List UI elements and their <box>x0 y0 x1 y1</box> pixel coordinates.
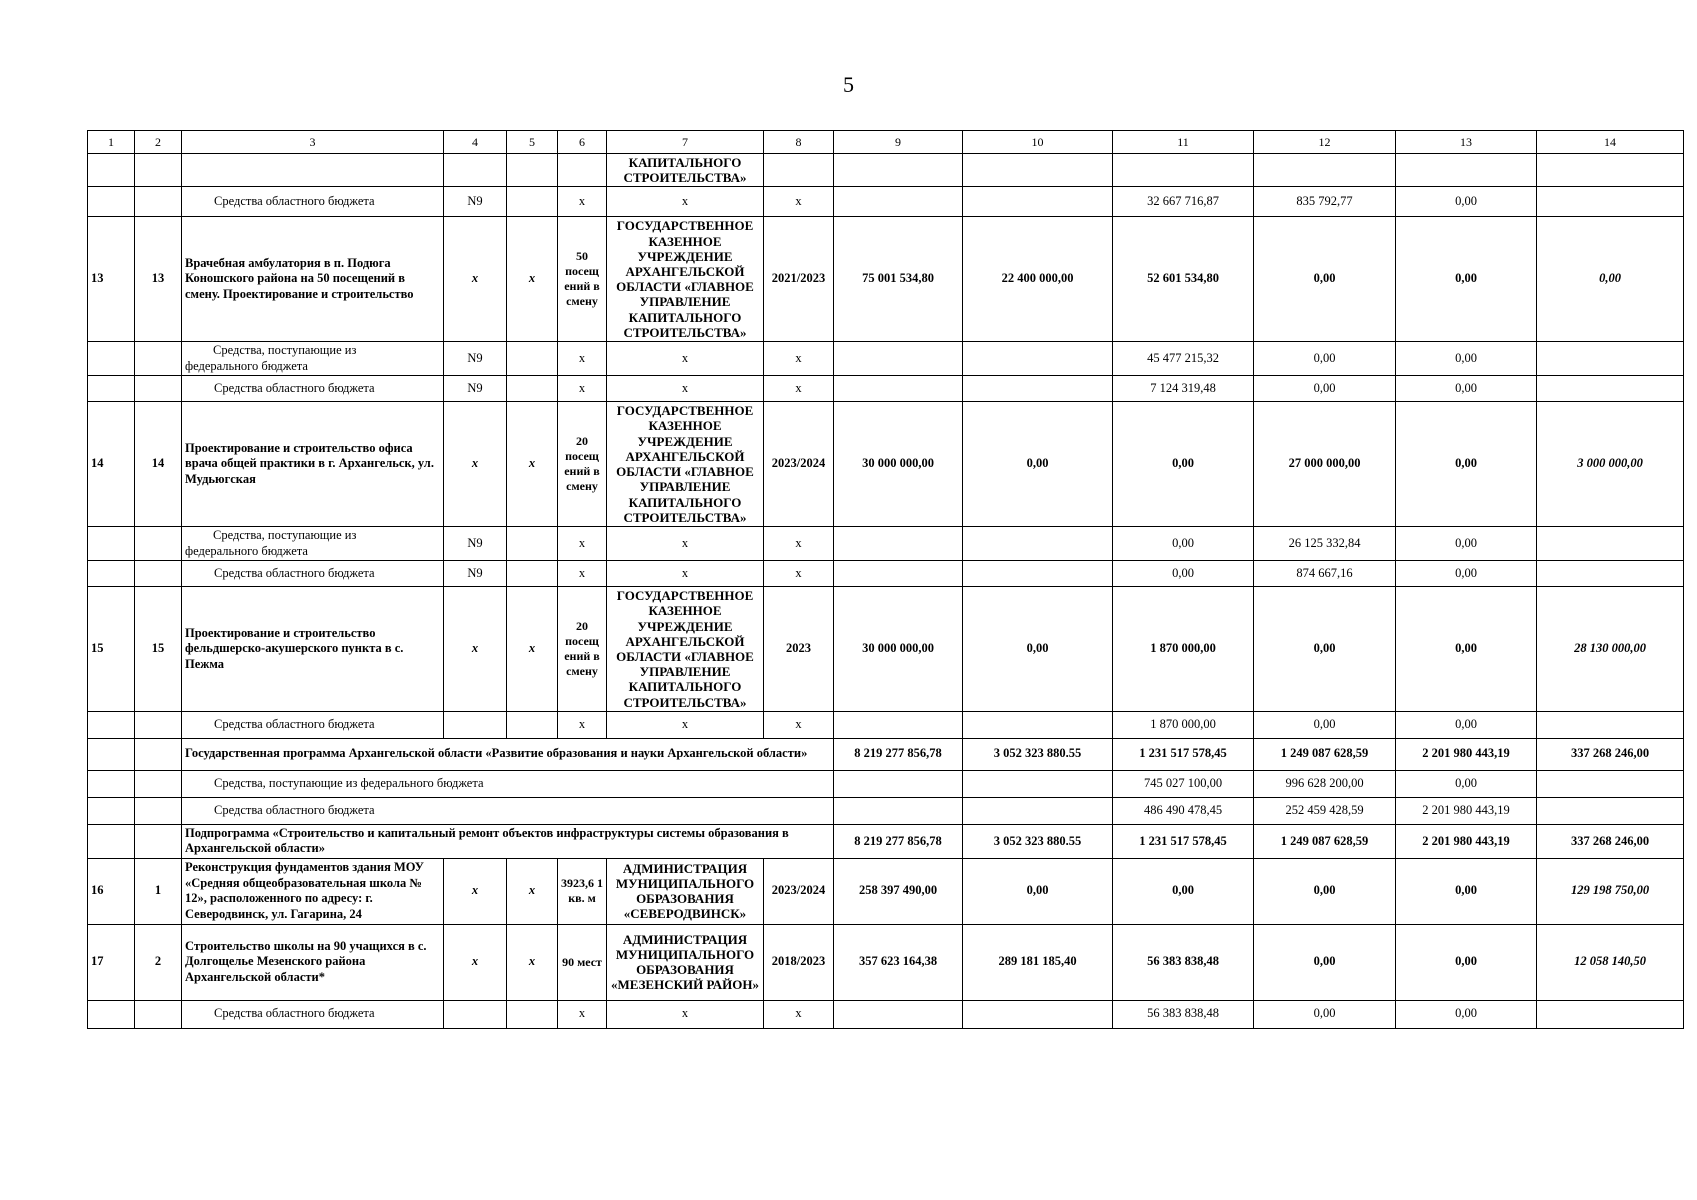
cell-amount-2023: 1 870 000,00 <box>1113 711 1254 738</box>
cell-sub-number: 1 <box>135 859 182 925</box>
cell-empty <box>88 797 135 824</box>
cell-amount-2023: 0,00 <box>1113 526 1254 560</box>
cell-empty <box>963 711 1113 738</box>
cell-amount-2025: 0,00 <box>1396 770 1537 797</box>
cell-customer: x <box>607 1000 764 1028</box>
page-number: 5 <box>843 72 854 97</box>
cell-amount-2024: 1 249 087 628,59 <box>1254 824 1396 858</box>
cell-funding-source <box>182 526 444 560</box>
column-number-13: 13 <box>1396 131 1537 154</box>
cell-empty <box>182 154 444 187</box>
cell-amount-2025: 0,00 <box>1396 402 1537 527</box>
table-row <box>88 187 1684 217</box>
cell-empty <box>834 561 963 587</box>
cell-empty <box>88 711 135 738</box>
cell-empty <box>135 561 182 587</box>
cell-remaining: 129 198 750,00 <box>1537 859 1684 925</box>
cell-capacity: x <box>558 711 607 738</box>
cell-amount-2025: 2 201 980 443,19 <box>1396 824 1537 858</box>
table-row <box>88 342 1684 376</box>
cell-estimated-cost: 30 000 000,00 <box>834 402 963 527</box>
cell-empty <box>507 342 558 376</box>
cell-customer: x <box>607 561 764 587</box>
cell-amount-2025: 0,00 <box>1396 924 1537 1000</box>
cell-customer: x <box>607 526 764 560</box>
funding-source-line-2: федерального бюджета <box>185 358 308 373</box>
cell-empty <box>88 187 135 217</box>
cell-amount-2025: 0,00 <box>1396 711 1537 738</box>
cell-empty <box>834 376 963 402</box>
cell-empty <box>88 154 135 187</box>
cell-period: 2023/2024 <box>764 402 834 527</box>
table-row <box>88 376 1684 402</box>
cell-capacity: x <box>558 376 607 402</box>
cell-amount-2023: 1 870 000,00 <box>1113 587 1254 712</box>
cell-period: 2021/2023 <box>764 217 834 342</box>
cell-empty <box>507 526 558 560</box>
cell-empty <box>963 770 1113 797</box>
cell-object-name: Проектирование и строительство фельдшерско-акушерского пункта в с. Пежма <box>182 587 444 712</box>
cell-empty <box>834 187 963 217</box>
budget-table <box>87 130 1684 1029</box>
cell-empty <box>1537 526 1684 560</box>
cell-amount-2024: 26 125 332,84 <box>1254 526 1396 560</box>
cell-amount-2024: 0,00 <box>1254 711 1396 738</box>
cell-amount-2023: 1 231 517 578,45 <box>1113 738 1254 770</box>
cell-customer: x <box>607 187 764 217</box>
cell-code: N9 <box>444 342 507 376</box>
cell-empty <box>1537 342 1684 376</box>
cell-amount-2024: 874 667,16 <box>1254 561 1396 587</box>
cell-period: x <box>764 187 834 217</box>
cell-empty <box>1113 154 1254 187</box>
cell-funded-before: 0,00 <box>963 402 1113 527</box>
table-row <box>88 587 1684 712</box>
cell-amount-2024: 0,00 <box>1254 924 1396 1000</box>
cell-period: 2018/2023 <box>764 924 834 1000</box>
column-number-10: 10 <box>963 131 1113 154</box>
cell-remaining: 337 268 246,00 <box>1537 738 1684 770</box>
cell-estimated-cost: 258 397 490,00 <box>834 859 963 925</box>
cell-empty <box>1537 376 1684 402</box>
funding-source-line-1: Средства, поступающие из <box>213 343 357 358</box>
cell-empty <box>444 154 507 187</box>
cell-empty <box>963 526 1113 560</box>
cell-funded-before: 289 181 185,40 <box>963 924 1113 1000</box>
column-number-4: 4 <box>444 131 507 154</box>
cell-amount-2023: 56 383 838,48 <box>1113 1000 1254 1028</box>
cell-empty <box>507 561 558 587</box>
column-number-1: 1 <box>88 131 135 154</box>
table-row <box>88 711 1684 738</box>
cell-col5: x <box>507 217 558 342</box>
cell-capacity: x <box>558 1000 607 1028</box>
cell-empty <box>135 342 182 376</box>
cell-empty <box>963 154 1113 187</box>
cell-empty <box>135 376 182 402</box>
column-number-3: 3 <box>182 131 444 154</box>
cell-empty <box>88 770 135 797</box>
cell-empty <box>135 738 182 770</box>
cell-row-number: 16 <box>88 859 135 925</box>
cell-empty <box>1537 711 1684 738</box>
cell-customer: ГОСУДАРСТВЕННОЕ КАЗЕННОЕ УЧРЕЖДЕНИЕ АРХАНГЕЛЬСКОЙ ОБЛАСТИ «ГЛАВНОЕ УПРАВЛЕНИЕ КАПИТАЛЬНОГО СТРОИТЕЛЬСТВА» <box>607 587 764 712</box>
column-number-8: 8 <box>764 131 834 154</box>
cell-funded-before: 0,00 <box>963 587 1113 712</box>
cell-funded-before: 3 052 323 880.55 <box>963 738 1113 770</box>
cell-empty <box>1537 154 1684 187</box>
cell-col5: x <box>507 402 558 527</box>
cell-period: x <box>764 526 834 560</box>
table-row <box>88 1000 1684 1028</box>
cell-code: N9 <box>444 526 507 560</box>
cell-customer: ГОСУДАРСТВЕННОЕ КАЗЕННОЕ УЧРЕЖДЕНИЕ АРХАНГЕЛЬСКОЙ ОБЛАСТИ «ГЛАВНОЕ УПРАВЛЕНИЕ КАПИТАЛЬНОГО СТРОИТЕЛЬСТВА» <box>607 217 764 342</box>
cell-funding-source <box>182 342 444 376</box>
cell-sub-number: 15 <box>135 587 182 712</box>
cell-amount-2025: 2 201 980 443,19 <box>1396 738 1537 770</box>
cell-empty <box>963 561 1113 587</box>
table-row <box>88 824 1684 858</box>
column-number-2: 2 <box>135 131 182 154</box>
cell-empty <box>507 376 558 402</box>
cell-funding-source: Средства областного бюджета <box>182 711 444 738</box>
cell-object-name: Строительство школы на 90 учащихся в с. Долгощелье Мезенского района Архангельской области* <box>182 924 444 1000</box>
funding-source-line-1: Средства, поступающие из <box>213 527 357 542</box>
column-number-11: 11 <box>1113 131 1254 154</box>
cell-empty <box>1396 154 1537 187</box>
cell-empty <box>88 526 135 560</box>
column-number-12: 12 <box>1254 131 1396 154</box>
cell-funded-before: 3 052 323 880.55 <box>963 824 1113 858</box>
table-row <box>88 561 1684 587</box>
cell-empty <box>1537 797 1684 824</box>
table-row <box>88 526 1684 560</box>
cell-amount-2024: 252 459 428,59 <box>1254 797 1396 824</box>
cell-funded-before: 22 400 000,00 <box>963 217 1113 342</box>
cell-empty <box>135 770 182 797</box>
cell-capacity: x <box>558 561 607 587</box>
cell-funding-source: Средства областного бюджета <box>182 376 444 402</box>
cell-code: x <box>444 587 507 712</box>
cell-funding-source: Средства, поступающие из федерального бюджета <box>182 770 834 797</box>
cell-empty <box>135 154 182 187</box>
cell-amount-2023: 56 383 838,48 <box>1113 924 1254 1000</box>
cell-amount-2024: 0,00 <box>1254 1000 1396 1028</box>
cell-empty <box>1254 154 1396 187</box>
cell-empty <box>834 1000 963 1028</box>
table-row <box>88 217 1684 342</box>
cell-sub-number: 2 <box>135 924 182 1000</box>
cell-code: x <box>444 217 507 342</box>
cell-amount-2025: 0,00 <box>1396 587 1537 712</box>
cell-code: N9 <box>444 187 507 217</box>
cell-empty <box>1537 187 1684 217</box>
cell-amount-2025: 0,00 <box>1396 1000 1537 1028</box>
cell-funded-before: 0,00 <box>963 859 1113 925</box>
column-number-5: 5 <box>507 131 558 154</box>
cell-empty <box>834 154 963 187</box>
cell-empty <box>88 561 135 587</box>
cell-empty <box>963 1000 1113 1028</box>
cell-code <box>444 711 507 738</box>
cell-empty <box>963 376 1113 402</box>
cell-empty <box>507 711 558 738</box>
column-number-row <box>88 131 1684 154</box>
cell-remaining: 0,00 <box>1537 217 1684 342</box>
cell-empty <box>135 187 182 217</box>
cell-period: x <box>764 711 834 738</box>
cell-empty <box>834 526 963 560</box>
cell-funding-source: Средства областного бюджета <box>182 797 834 824</box>
cell-estimated-cost: 30 000 000,00 <box>834 587 963 712</box>
cell-estimated-cost: 357 623 164,38 <box>834 924 963 1000</box>
cell-row-number: 14 <box>88 402 135 527</box>
cell-capacity: x <box>558 526 607 560</box>
cell-amount-2023: 32 667 716,87 <box>1113 187 1254 217</box>
cell-col5: x <box>507 859 558 925</box>
table-row <box>88 924 1684 1000</box>
column-number-7: 7 <box>607 131 764 154</box>
cell-capacity: 20 посещ ений в смену <box>558 587 607 712</box>
cell-amount-2025: 0,00 <box>1396 526 1537 560</box>
cell-funding-source: Средства областного бюджета <box>182 187 444 217</box>
cell-period: x <box>764 561 834 587</box>
cell-amount-2023: 745 027 100,00 <box>1113 770 1254 797</box>
column-number-9: 9 <box>834 131 963 154</box>
cell-object-name: Проектирование и строительство офиса врача общей практики в г. Архангельск, ул. Мудьюгская <box>182 402 444 527</box>
cell-amount-2024: 1 249 087 628,59 <box>1254 738 1396 770</box>
cell-empty <box>88 1000 135 1028</box>
cell-amount-2024: 0,00 <box>1254 342 1396 376</box>
cell-row-number: 13 <box>88 217 135 342</box>
cell-period: 2023 <box>764 587 834 712</box>
cell-customer: АДМИНИСТРАЦИЯ МУНИЦИПАЛЬНОГО ОБРАЗОВАНИЯ «СЕВЕРОДВИНСК» <box>607 859 764 925</box>
cell-empty <box>135 711 182 738</box>
cell-amount-2025: 0,00 <box>1396 859 1537 925</box>
cell-estimated-cost: 8 219 277 856,78 <box>834 824 963 858</box>
cell-remaining: 3 000 000,00 <box>1537 402 1684 527</box>
cell-empty <box>963 797 1113 824</box>
cell-empty <box>1537 770 1684 797</box>
cell-capacity: 50 посещ ений в смену <box>558 217 607 342</box>
cell-amount-2025: 0,00 <box>1396 376 1537 402</box>
cell-capacity: x <box>558 342 607 376</box>
cell-row-number: 17 <box>88 924 135 1000</box>
cell-amount-2023: 0,00 <box>1113 402 1254 527</box>
cell-object-name: Врачебная амбулатория в п. Подюга Коношского района на 50 посещений в смену. Проектирование и строительство <box>182 217 444 342</box>
cell-empty <box>507 187 558 217</box>
cell-amount-2023: 52 601 534,80 <box>1113 217 1254 342</box>
cell-empty <box>834 711 963 738</box>
cell-amount-2024: 0,00 <box>1254 859 1396 925</box>
cell-empty <box>1537 1000 1684 1028</box>
cell-object-name: Реконструкция фундаментов здания МОУ «Средняя общеобразовательная школа № 12», расположенного по адресу: г. Северодвинск, ул. Гагарина, 24 <box>182 859 444 925</box>
cell-code: N9 <box>444 561 507 587</box>
cell-capacity: x <box>558 187 607 217</box>
cell-amount-2025: 0,00 <box>1396 342 1537 376</box>
cell-amount-2023: 7 124 319,48 <box>1113 376 1254 402</box>
cell-code: x <box>444 924 507 1000</box>
cell-amount-2024: 0,00 <box>1254 376 1396 402</box>
cell-capacity: 3923,6 1 кв. м <box>558 859 607 925</box>
cell-amount-2024: 27 000 000,00 <box>1254 402 1396 527</box>
cell-amount-2023: 45 477 215,32 <box>1113 342 1254 376</box>
cell-code: x <box>444 859 507 925</box>
cell-empty <box>1537 561 1684 587</box>
cell-sub-number: 14 <box>135 402 182 527</box>
cell-empty <box>135 797 182 824</box>
table-row <box>88 859 1684 925</box>
cell-empty <box>558 154 607 187</box>
cell-amount-2024: 835 792,77 <box>1254 187 1396 217</box>
cell-estimated-cost: 75 001 534,80 <box>834 217 963 342</box>
cell-estimated-cost: 8 219 277 856,78 <box>834 738 963 770</box>
cell-code: x <box>444 402 507 527</box>
cell-funding-source: Средства областного бюджета <box>182 1000 444 1028</box>
cell-funding-source: Средства областного бюджета <box>182 561 444 587</box>
cell-empty <box>88 376 135 402</box>
cell-empty <box>963 187 1113 217</box>
cell-amount-2023: 0,00 <box>1113 561 1254 587</box>
cell-program-name: Подпрограмма «Строительство и капитальный ремонт объектов инфраструктуры системы образования в Архангельской области» <box>182 824 834 858</box>
table-row <box>88 770 1684 797</box>
cell-empty <box>764 154 834 187</box>
cell-amount-2023: 0,00 <box>1113 859 1254 925</box>
cell-amount-2025: 0,00 <box>1396 187 1537 217</box>
cell-amount-2024: 0,00 <box>1254 587 1396 712</box>
cell-row-number: 15 <box>88 587 135 712</box>
table-row <box>88 154 1684 187</box>
cell-col5: x <box>507 587 558 712</box>
column-number-6: 6 <box>558 131 607 154</box>
cell-remaining: 28 130 000,00 <box>1537 587 1684 712</box>
cell-remaining: 337 268 246,00 <box>1537 824 1684 858</box>
cell-sub-number: 13 <box>135 217 182 342</box>
cell-customer: КАПИТАЛЬНОГО СТРОИТЕЛЬСТВА» <box>607 154 764 187</box>
cell-customer: ГОСУДАРСТВЕННОЕ КАЗЕННОЕ УЧРЕЖДЕНИЕ АРХАНГЕЛЬСКОЙ ОБЛАСТИ «ГЛАВНОЕ УПРАВЛЕНИЕ КАПИТАЛЬНОГО СТРОИТЕЛЬСТВА» <box>607 402 764 527</box>
cell-remaining: 12 058 140,50 <box>1537 924 1684 1000</box>
cell-empty <box>88 342 135 376</box>
cell-period: 2023/2024 <box>764 859 834 925</box>
cell-amount-2025: 2 201 980 443,19 <box>1396 797 1537 824</box>
cell-amount-2023: 1 231 517 578,45 <box>1113 824 1254 858</box>
cell-empty <box>88 824 135 858</box>
table-row <box>88 797 1684 824</box>
cell-program-name: Государственная программа Архангельской области «Развитие образования и науки Архангельской области» <box>182 738 834 770</box>
cell-empty <box>507 154 558 187</box>
cell-capacity: 90 мест <box>558 924 607 1000</box>
cell-empty <box>834 770 963 797</box>
cell-period: x <box>764 1000 834 1028</box>
cell-amount-2024: 0,00 <box>1254 217 1396 342</box>
cell-empty <box>834 797 963 824</box>
cell-capacity: 20 посещ ений в смену <box>558 402 607 527</box>
cell-code <box>444 1000 507 1028</box>
cell-empty <box>135 1000 182 1028</box>
cell-col5: x <box>507 924 558 1000</box>
cell-amount-2023: 486 490 478,45 <box>1113 797 1254 824</box>
cell-period: x <box>764 342 834 376</box>
cell-empty <box>963 342 1113 376</box>
cell-empty <box>834 342 963 376</box>
cell-period: x <box>764 376 834 402</box>
cell-empty <box>135 824 182 858</box>
column-number-14: 14 <box>1537 131 1684 154</box>
cell-code: N9 <box>444 376 507 402</box>
table-row <box>88 402 1684 527</box>
cell-customer: x <box>607 376 764 402</box>
cell-empty <box>135 526 182 560</box>
cell-customer: x <box>607 342 764 376</box>
funding-source-line-2: федерального бюджета <box>185 543 308 558</box>
cell-amount-2025: 0,00 <box>1396 561 1537 587</box>
table-row <box>88 738 1684 770</box>
cell-customer: x <box>607 711 764 738</box>
cell-empty <box>507 1000 558 1028</box>
cell-amount-2024: 996 628 200,00 <box>1254 770 1396 797</box>
cell-customer: АДМИНИСТРАЦИЯ МУНИЦИПАЛЬНОГО ОБРАЗОВАНИЯ «МЕЗЕНСКИЙ РАЙОН» <box>607 924 764 1000</box>
cell-empty <box>88 738 135 770</box>
cell-amount-2025: 0,00 <box>1396 217 1537 342</box>
